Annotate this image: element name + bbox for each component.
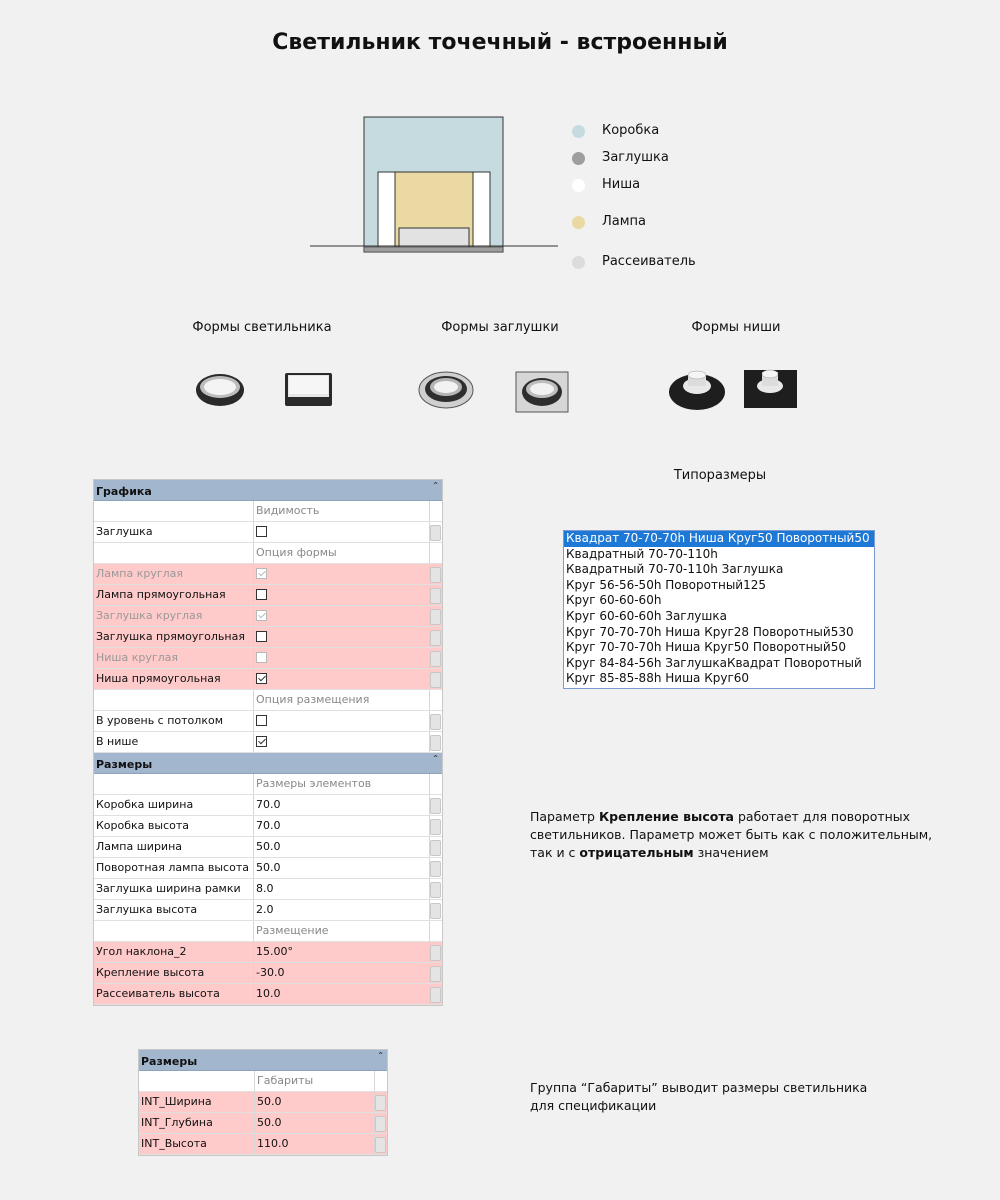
type-size-option[interactable]: Круг 70-70-70h Ниша Круг28 Поворотный530: [566, 624, 854, 639]
property-value[interactable]: 8.0: [254, 879, 430, 899]
row-action-button[interactable]: [430, 609, 441, 625]
property-name: Поворотная лампа высота: [94, 858, 254, 878]
property-row[interactable]: [139, 1113, 387, 1134]
property-name: Лампа прямоугольная: [94, 585, 254, 605]
row-action-button[interactable]: [430, 903, 441, 919]
fixture-shapes-caption: Формы светильника: [192, 320, 332, 335]
collapse-icon[interactable]: ⌃: [432, 754, 439, 763]
legend-swatch-icon: [572, 216, 585, 229]
note-bold-negative: отрицательным: [579, 845, 694, 860]
property-name: Лампа круглая: [94, 564, 254, 584]
row-action-button[interactable]: [430, 861, 441, 877]
row-action-button[interactable]: [430, 714, 441, 730]
row-action-button[interactable]: [430, 945, 441, 961]
square-cap-icon: [514, 370, 572, 414]
property-name: В уровень с потолком: [94, 711, 254, 731]
subgroup-row: [139, 1071, 387, 1092]
legend-label: Рассеиватель: [602, 254, 696, 269]
property-row[interactable]: [94, 585, 442, 606]
checkbox[interactable]: [256, 589, 267, 600]
row-action-button[interactable]: [430, 651, 441, 667]
category-label: Размеры: [96, 758, 153, 771]
property-name: Лампа ширина: [94, 837, 254, 857]
square-niche-icon: [742, 366, 800, 412]
row-action-button[interactable]: [430, 966, 441, 982]
subgroup-label: Габариты: [255, 1071, 375, 1091]
row-action-button[interactable]: [375, 1095, 386, 1111]
property-value[interactable]: [254, 648, 430, 668]
row-action-button[interactable]: [430, 840, 441, 856]
property-row[interactable]: [94, 837, 442, 858]
subgroup-label: Опция размещения: [254, 690, 430, 710]
niche-shapes-caption: Формы ниши: [691, 320, 781, 335]
property-row[interactable]: [94, 816, 442, 837]
property-value[interactable]: 110.0: [255, 1134, 375, 1154]
category-header-dimensions[interactable]: [94, 753, 442, 774]
property-row[interactable]: [94, 648, 442, 669]
section-diagram: [310, 112, 560, 257]
subgroup-label: Видимость: [254, 501, 430, 521]
property-name: [94, 774, 254, 794]
property-name: В нише: [94, 732, 254, 752]
round-niche-icon: [666, 366, 730, 414]
legend-label: Коробка: [602, 123, 660, 138]
property-value[interactable]: [254, 732, 430, 752]
property-row[interactable]: [94, 879, 442, 900]
property-value[interactable]: 50.0: [255, 1113, 375, 1133]
collapse-icon[interactable]: ⌃: [432, 481, 439, 490]
row-action-button[interactable]: [375, 1116, 386, 1132]
property-row[interactable]: [94, 984, 442, 1005]
type-sizes-list[interactable]: [563, 530, 875, 689]
property-row[interactable]: [94, 564, 442, 585]
row-action-button[interactable]: [430, 630, 441, 646]
property-name: INT_Высота: [139, 1134, 255, 1154]
property-value[interactable]: 70.0: [254, 816, 430, 836]
subgroup-row: [94, 921, 442, 942]
property-value[interactable]: [254, 564, 430, 584]
property-name: Заглушка прямоугольная: [94, 627, 254, 647]
cap-shape: [364, 247, 503, 252]
type-size-option[interactable]: Круг 84-84-56h ЗаглушкаКвадрат Поворотный: [566, 655, 862, 670]
property-name: Коробка высота: [94, 816, 254, 836]
property-value[interactable]: [254, 711, 430, 731]
subgroup-label: Размещение: [254, 921, 430, 941]
legend-swatch-icon: [572, 179, 585, 192]
row-action-button[interactable]: [430, 735, 441, 751]
collapse-icon[interactable]: ⌃: [377, 1051, 384, 1060]
row-action-button[interactable]: [375, 1137, 386, 1153]
legend-label: Лампа: [602, 214, 647, 229]
legend-label: Заглушка: [602, 150, 669, 165]
property-name: Ниша круглая: [94, 648, 254, 668]
row-action-button[interactable]: [430, 525, 441, 541]
page-title: Светильник точечный - встроенный: [272, 30, 728, 55]
property-row[interactable]: [139, 1092, 387, 1113]
checkbox[interactable]: [256, 652, 267, 663]
type-size-option[interactable]: Круг 60-60-60h Заглушка: [566, 608, 727, 623]
property-row[interactable]: [94, 711, 442, 732]
subgroup-label: Опция формы: [254, 543, 430, 563]
property-name: [94, 921, 254, 941]
subgroup-label: Размеры элементов: [254, 774, 430, 794]
property-row[interactable]: [94, 942, 442, 963]
property-row[interactable]: [94, 858, 442, 879]
row-action-button[interactable]: [430, 672, 441, 688]
note-text: Параметр: [530, 809, 599, 824]
gabarity-note: Группа “Габариты” выводит размеры светильника для спецификации: [530, 1080, 868, 1113]
property-name: Крепление высота: [94, 963, 254, 983]
note-text: значением: [693, 845, 769, 860]
round-cap-icon: [416, 368, 476, 412]
type-size-option[interactable]: Круг 56-56-50h Поворотный125: [566, 577, 766, 592]
dimensions-panel: [138, 1049, 388, 1156]
category-header-gabarity[interactable]: [139, 1050, 387, 1071]
property-name: [139, 1071, 255, 1091]
subgroup-row: [94, 543, 442, 564]
checkbox[interactable]: [256, 736, 267, 747]
type-size-option[interactable]: Квадратный 70-70-110h: [566, 546, 718, 561]
type-size-option[interactable]: Квадрат 70-70-70h Ниша Круг50 Поворотный50: [564, 531, 874, 547]
property-value[interactable]: 70.0: [254, 795, 430, 815]
property-name: Коробка ширина: [94, 795, 254, 815]
property-name: Ниша прямоугольная: [94, 669, 254, 689]
property-name: [94, 690, 254, 710]
category-label: Графика: [96, 485, 152, 498]
property-row[interactable]: [94, 732, 442, 753]
legend-label: Ниша: [602, 177, 641, 192]
row-action-button[interactable]: [430, 567, 441, 583]
property-value[interactable]: [254, 627, 430, 647]
property-row[interactable]: [94, 627, 442, 648]
property-name: Заглушка круглая: [94, 606, 254, 626]
row-action-button[interactable]: [430, 882, 441, 898]
square-fixture-icon: [282, 370, 336, 410]
subgroup-row: [94, 690, 442, 711]
checkbox[interactable]: [256, 673, 267, 684]
round-fixture-icon: [192, 370, 252, 412]
property-name: INT_Глубина: [139, 1113, 255, 1133]
row-action-button[interactable]: [430, 819, 441, 835]
property-value[interactable]: 10.0: [254, 984, 430, 1004]
type-size-option[interactable]: Квадратный 70-70-110h Заглушка: [566, 562, 784, 577]
row-action-button[interactable]: [430, 588, 441, 604]
legend-swatch-icon: [572, 152, 585, 165]
property-name: Заглушка ширина рамки: [94, 879, 254, 899]
property-value[interactable]: -30.0: [254, 963, 430, 983]
checkbox[interactable]: [256, 610, 267, 621]
category-label: Размеры: [141, 1055, 198, 1068]
property-name: Заглушка: [94, 522, 254, 542]
checkbox[interactable]: [256, 526, 267, 537]
property-name: Угол наклона_2: [94, 942, 254, 962]
property-row[interactable]: [94, 900, 442, 921]
property-value[interactable]: 15.00°: [254, 942, 430, 962]
property-row[interactable]: [94, 963, 442, 984]
legend-swatch-icon: [572, 256, 585, 269]
type-sizes-caption: Типоразмеры: [673, 468, 767, 483]
properties-panel: [93, 479, 443, 1006]
property-value[interactable]: 2.0: [254, 900, 430, 920]
property-row[interactable]: [94, 522, 442, 543]
property-value[interactable]: [254, 585, 430, 605]
property-name: Заглушка высота: [94, 900, 254, 920]
note-bold-param: Крепление высота: [598, 809, 734, 824]
property-value[interactable]: [254, 522, 430, 542]
subgroup-row: [94, 774, 442, 795]
category-header-graphics[interactable]: [94, 480, 442, 501]
property-value[interactable]: [254, 669, 430, 689]
property-value[interactable]: 50.0: [254, 837, 430, 857]
property-row[interactable]: [94, 795, 442, 816]
row-action-button[interactable]: [430, 798, 441, 814]
type-size-option[interactable]: Круг 60-60-60h: [566, 593, 662, 608]
mount-height-note: [530, 808, 940, 862]
checkbox[interactable]: [256, 715, 267, 726]
legend-swatch-icon: [572, 125, 585, 138]
note-text: работает для поворотных светильников. Параметр может быть как с положительным, так и с: [530, 809, 933, 860]
type-size-option[interactable]: Круг 85-85-88h Ниша Круг60: [566, 671, 750, 686]
type-size-option[interactable]: Круг 70-70-70h Ниша Круг50 Поворотный50: [566, 640, 846, 655]
property-value[interactable]: 50.0: [254, 858, 430, 878]
property-row[interactable]: [139, 1134, 387, 1155]
property-value[interactable]: [254, 606, 430, 626]
property-name: Рассеиватель высота: [94, 984, 254, 1004]
cap-shapes-caption: Формы заглушки: [441, 320, 559, 335]
property-row[interactable]: [94, 606, 442, 627]
row-action-button[interactable]: [430, 987, 441, 1003]
property-name: [94, 501, 254, 521]
checkbox[interactable]: [256, 568, 267, 579]
property-name: [94, 543, 254, 563]
subgroup-row: [94, 501, 442, 522]
checkbox[interactable]: [256, 631, 267, 642]
property-row[interactable]: [94, 669, 442, 690]
property-name: INT_Ширина: [139, 1092, 255, 1112]
property-value[interactable]: 50.0: [255, 1092, 375, 1112]
